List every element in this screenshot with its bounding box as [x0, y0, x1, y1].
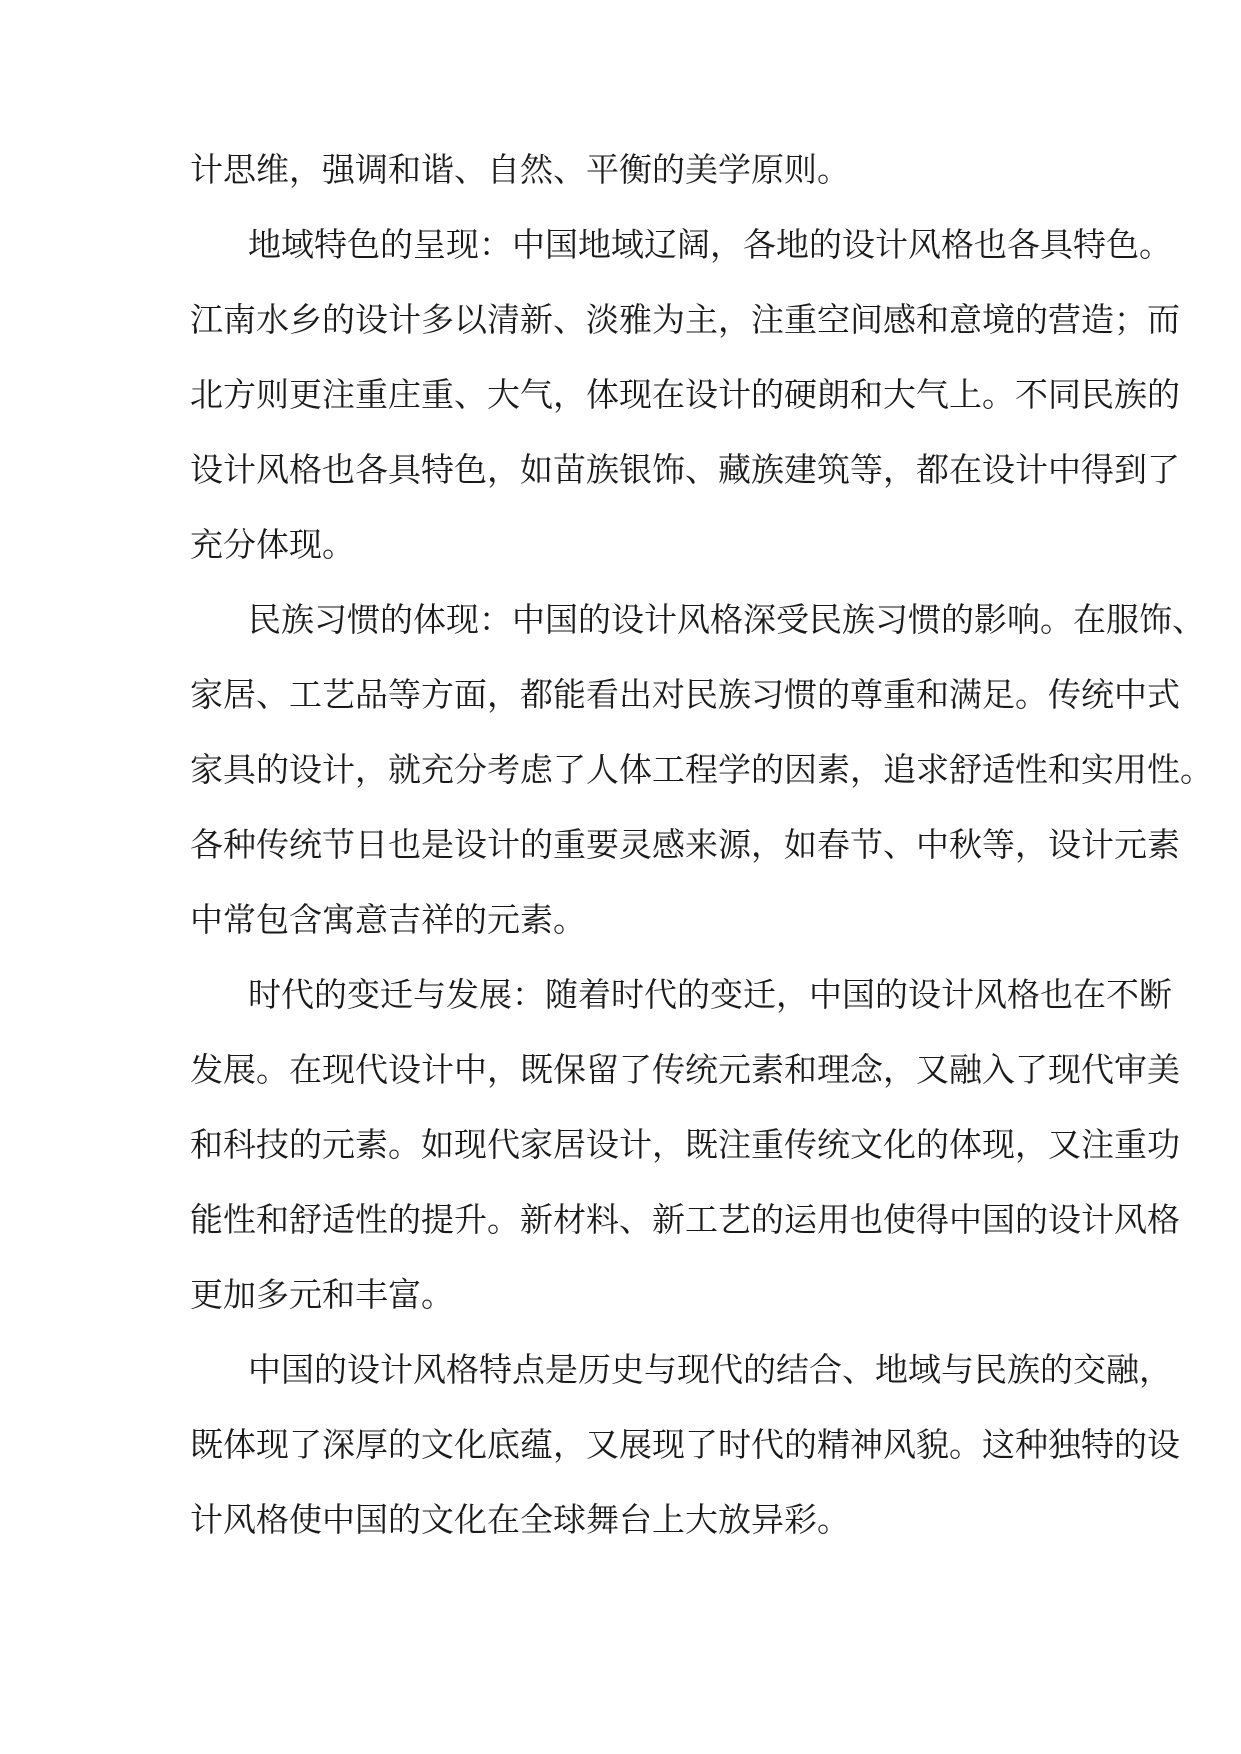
paragraph-4-line-4: 能性和舒适性的提升。新材料、新工艺的运用也使得中国的设计风格 — [190, 1200, 1180, 1239]
paragraph-3-line-1: 民族习惯的体现：中国的设计风格深受民族习惯的影响。在服饰、 — [248, 600, 1205, 639]
paragraph-2-line-3: 北方则更注重庄重、大气，体现在设计的硬朗和大气上。不同民族的 — [190, 375, 1180, 414]
paragraph-3-line-4: 各种传统节日也是设计的重要灵感来源，如春节、中秋等，设计元素 — [190, 825, 1180, 864]
paragraph-3-line-2: 家居、工艺品等方面，都能看出对民族习惯的尊重和满足。传统中式 — [190, 675, 1180, 714]
paragraph-5-line-2: 既体现了深厚的文化底蕴，又展现了时代的精神风貌。这种独特的设 — [190, 1425, 1180, 1464]
paragraph-3-line-5: 中常包含寓意吉祥的元素。 — [190, 900, 586, 939]
paragraph-2-line-5: 充分体现。 — [190, 525, 355, 564]
paragraph-2-line-1: 地域特色的呈现：中国地域辽阔，各地的设计风格也各具特色。 — [248, 225, 1172, 264]
paragraph-2-line-4: 设计风格也各具特色，如苗族银饰、藏族建筑等，都在设计中得到了 — [190, 450, 1180, 489]
paragraph-4-line-2: 发展。在现代设计中，既保留了传统元素和理念，又融入了现代审美 — [190, 1050, 1180, 1089]
paragraph-1-line-1: 计思维，强调和谐、自然、平衡的美学原则。 — [190, 150, 850, 189]
paragraph-4-line-5: 更加多元和丰富。 — [190, 1275, 454, 1314]
paragraph-3-line-3: 家具的设计，就充分考虑了人体工程学的因素，追求舒适性和实用性。 — [190, 750, 1213, 789]
paragraph-4-line-1: 时代的变迁与发展：随着时代的变迁，中国的设计风格也在不断 — [248, 975, 1172, 1014]
paragraph-5-line-1: 中国的设计风格特点是历史与现代的结合、地域与民族的交融， — [248, 1350, 1172, 1389]
paragraph-2-line-2: 江南水乡的设计多以清新、淡雅为主，注重空间感和意境的营造；而 — [190, 300, 1180, 339]
paragraph-4-line-3: 和科技的元素。如现代家居设计，既注重传统文化的体现，又注重功 — [190, 1125, 1180, 1164]
paragraph-5-line-3: 计风格使中国的文化在全球舞台上大放异彩。 — [190, 1500, 850, 1539]
